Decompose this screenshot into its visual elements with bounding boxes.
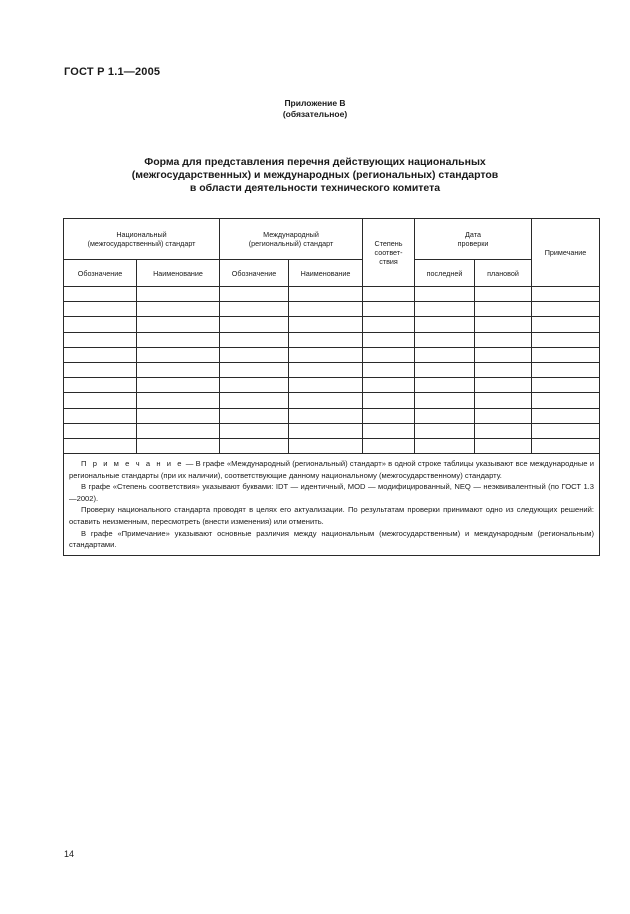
table-cell[interactable] xyxy=(475,347,532,362)
table-row xyxy=(64,287,600,302)
table-cell[interactable] xyxy=(64,438,137,453)
table-cell[interactable] xyxy=(532,317,600,332)
header-text: Дата xyxy=(465,230,481,239)
table-cell[interactable] xyxy=(475,332,532,347)
note-paragraph: Проверку национального стандарта проводят в целях его актуализации. По результатам проверки принимают одно из следующих решений: оставить неизменным, пересмотреть (внести изменения) или отменить. xyxy=(69,505,595,527)
table-row xyxy=(64,362,600,377)
table-cell[interactable] xyxy=(415,438,475,453)
table-cell[interactable] xyxy=(64,423,137,438)
subheader-designation: Обозначение xyxy=(64,260,137,287)
subheader-designation: Обозначение xyxy=(220,260,289,287)
table-cell[interactable] xyxy=(532,393,600,408)
table-cell[interactable] xyxy=(363,423,415,438)
standards-form-table xyxy=(63,218,600,556)
table-cell[interactable] xyxy=(64,362,137,377)
form-title-line: Форма для представления перечня действующих национальных xyxy=(144,156,486,168)
header-national-standard xyxy=(64,219,220,260)
header-text: (межгосударственный) стандарт xyxy=(87,239,196,248)
appendix-label: Приложение В xyxy=(284,98,346,108)
table-cell[interactable] xyxy=(220,287,289,302)
table-cell[interactable] xyxy=(363,378,415,393)
table-cell[interactable] xyxy=(220,347,289,362)
table-cell[interactable] xyxy=(137,362,220,377)
note-paragraph: В графе «Примечание» указывают основные различия между национальным (межгосударственным) и международным (региональным) стандартами. xyxy=(69,528,595,550)
table-cell[interactable] xyxy=(289,408,363,423)
table-cell[interactable] xyxy=(363,408,415,423)
table-cell[interactable] xyxy=(220,317,289,332)
subheader-planned-check: плановой xyxy=(475,260,532,287)
page-number: 14 xyxy=(64,849,75,859)
table-cell[interactable] xyxy=(137,317,220,332)
header-text: проверки xyxy=(457,239,489,248)
table-cell[interactable] xyxy=(475,302,532,317)
header-text: Национальный xyxy=(116,230,167,239)
table-cell[interactable] xyxy=(415,287,475,302)
table-row xyxy=(64,393,600,408)
table-cell[interactable] xyxy=(532,408,600,423)
table-cell[interactable] xyxy=(220,378,289,393)
table-cell[interactable] xyxy=(289,287,363,302)
header-check-date xyxy=(415,219,532,260)
table-cell[interactable] xyxy=(363,438,415,453)
document-code: ГОСТ Р 1.1—2005 xyxy=(64,66,161,78)
note-lead: П р и м е ч а н и е xyxy=(81,459,184,469)
header-text: соответ- xyxy=(374,248,403,257)
table-cell[interactable] xyxy=(475,287,532,302)
table-cell[interactable] xyxy=(137,408,220,423)
table-cell[interactable] xyxy=(137,287,220,302)
subheader-last-check: последней xyxy=(415,260,475,287)
table-cell[interactable] xyxy=(475,362,532,377)
table-cell[interactable] xyxy=(532,423,600,438)
table-cell[interactable] xyxy=(64,302,137,317)
table-cell[interactable] xyxy=(415,362,475,377)
table-cell[interactable] xyxy=(475,393,532,408)
table-cell[interactable] xyxy=(415,317,475,332)
table-cell[interactable] xyxy=(415,347,475,362)
table-cell[interactable] xyxy=(363,332,415,347)
table-note-row xyxy=(64,454,600,556)
table-cell[interactable] xyxy=(363,317,415,332)
table-cell[interactable] xyxy=(289,332,363,347)
table-row xyxy=(64,332,600,347)
table-cell[interactable] xyxy=(475,423,532,438)
form-title-line: (межгосударственных) и международных (региональных) стандартов xyxy=(131,169,499,181)
table-row xyxy=(64,347,600,362)
table-cell[interactable] xyxy=(137,438,220,453)
table-cell[interactable] xyxy=(220,302,289,317)
table-cell[interactable] xyxy=(220,438,289,453)
table-cell[interactable] xyxy=(220,408,289,423)
table-row xyxy=(64,408,600,423)
table-cell[interactable] xyxy=(363,347,415,362)
table-cell[interactable] xyxy=(137,423,220,438)
table-cell[interactable] xyxy=(289,317,363,332)
table-cell[interactable] xyxy=(137,347,220,362)
standards-form-table-wrap xyxy=(63,218,599,556)
table-cell[interactable] xyxy=(415,378,475,393)
table-note xyxy=(64,454,600,556)
header-text: Международный xyxy=(263,230,319,239)
table-cell[interactable] xyxy=(475,317,532,332)
table-cell[interactable] xyxy=(363,302,415,317)
table-cell[interactable] xyxy=(64,347,137,362)
note-paragraph: В графе «Степень соответствия» указывают буквами: IDT — идентичный, MOD — модифицированный, NEQ — неэквивалентный (по ГОСТ 1.3—2002). xyxy=(69,482,595,503)
table-cell[interactable] xyxy=(532,378,600,393)
table-cell[interactable] xyxy=(289,378,363,393)
table-cell[interactable] xyxy=(532,438,600,453)
table-cell[interactable] xyxy=(64,287,137,302)
table-cell[interactable] xyxy=(220,332,289,347)
table-cell[interactable] xyxy=(532,287,600,302)
table-cell[interactable] xyxy=(64,393,137,408)
table-cell[interactable] xyxy=(415,408,475,423)
header-text: (региональный) стандарт xyxy=(248,239,334,248)
table-cell[interactable] xyxy=(64,332,137,347)
table-cell[interactable] xyxy=(532,302,600,317)
table-row xyxy=(64,317,600,332)
header-text: ствия xyxy=(379,257,398,266)
table-cell[interactable] xyxy=(415,332,475,347)
table-cell[interactable] xyxy=(64,408,137,423)
table-cell[interactable] xyxy=(220,423,289,438)
table-cell[interactable] xyxy=(363,287,415,302)
header-note: Примечание xyxy=(532,219,600,287)
note-paragraph xyxy=(69,458,594,481)
header-degree-of-conformity xyxy=(363,219,415,287)
table-subheader-row xyxy=(64,260,600,287)
table-cell[interactable] xyxy=(289,347,363,362)
table-cell[interactable] xyxy=(64,378,137,393)
subheader-name: Наименование xyxy=(289,260,363,287)
appendix-heading xyxy=(0,98,630,120)
table-cell[interactable] xyxy=(137,393,220,408)
table-row xyxy=(64,302,600,317)
table-cell[interactable] xyxy=(289,438,363,453)
table-cell[interactable] xyxy=(289,362,363,377)
header-text: Степень xyxy=(374,239,403,248)
table-header-row xyxy=(64,219,600,260)
table-cell[interactable] xyxy=(415,302,475,317)
form-title xyxy=(100,156,530,195)
table-cell[interactable] xyxy=(220,393,289,408)
table-cell[interactable] xyxy=(415,393,475,408)
table-cell[interactable] xyxy=(363,393,415,408)
table-cell[interactable] xyxy=(363,362,415,377)
table-cell[interactable] xyxy=(137,302,220,317)
table-cell[interactable] xyxy=(64,317,137,332)
table-cell[interactable] xyxy=(532,332,600,347)
table-cell[interactable] xyxy=(289,302,363,317)
subheader-name: Наименование xyxy=(137,260,220,287)
table-cell[interactable] xyxy=(137,332,220,347)
table-cell[interactable] xyxy=(220,362,289,377)
table-cell[interactable] xyxy=(532,362,600,377)
table-cell[interactable] xyxy=(289,423,363,438)
table-cell[interactable] xyxy=(289,393,363,408)
table-cell[interactable] xyxy=(475,378,532,393)
appendix-type: (обязательное) xyxy=(282,109,348,119)
table-row xyxy=(64,378,600,393)
form-title-line: в области деятельности технического комитета xyxy=(189,182,441,194)
table-cell[interactable] xyxy=(532,347,600,362)
table-cell[interactable] xyxy=(415,423,475,438)
table-row xyxy=(64,438,600,453)
table-row xyxy=(64,423,600,438)
note-text: — В графе «Международный (региональный) стандарт» в одной строке таблицы указывают все международные и региональные стандарты (при их наличии), соответствующие данному национальному (межгосударственному) стандарту. xyxy=(69,459,595,480)
table-cell[interactable] xyxy=(137,378,220,393)
header-international-standard xyxy=(220,219,363,260)
table-cell[interactable] xyxy=(475,438,532,453)
table-cell[interactable] xyxy=(475,408,532,423)
